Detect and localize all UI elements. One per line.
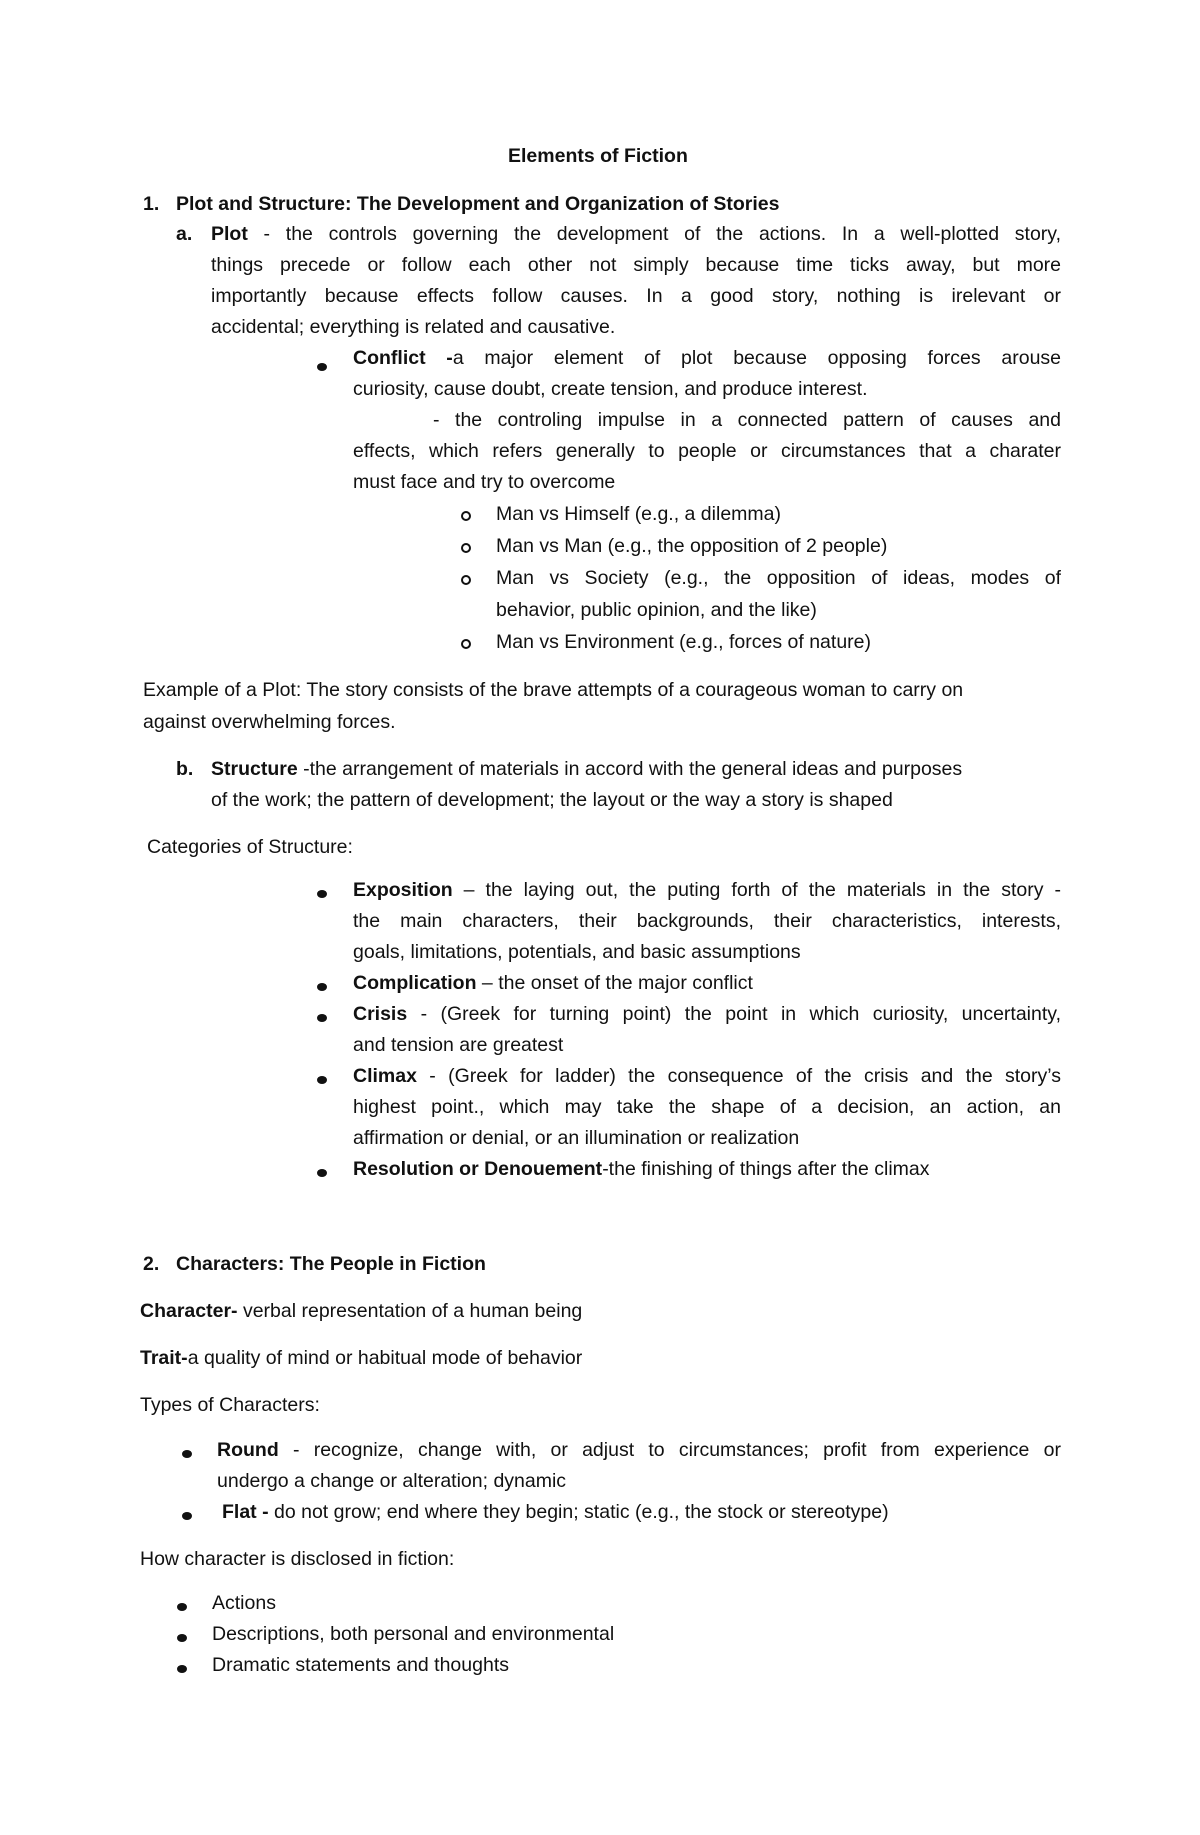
circle-bullet-icon <box>461 511 471 521</box>
conflict-line-4: effects, which refers generally to people or circumstances that a charater <box>353 440 1061 462</box>
disclosed-item-actions: Actions <box>212 1592 276 1614</box>
types-label: Types of Characters: <box>140 1394 320 1416</box>
categories-label: Categories of Structure: <box>147 836 353 858</box>
bullet-icon <box>177 1634 187 1642</box>
crisis-term: Crisis <box>353 1003 408 1025</box>
exposition-line-3: goals, limitations, potentials, and basic assumptions <box>353 941 801 963</box>
disclosed-item-descriptions: Descriptions, both personal and environmental <box>212 1623 615 1645</box>
section-2-heading: Characters: The People in Fiction <box>176 1253 486 1275</box>
disclosed-label: How character is disclosed in fiction: <box>140 1548 455 1570</box>
plot-term: Plot <box>211 223 248 245</box>
crisis-line-2: and tension are greatest <box>353 1034 564 1056</box>
climax-line-3: affirmation or denial, or an illumination or realization <box>353 1127 800 1149</box>
resolution-line <box>353 1157 930 1181</box>
bullet-icon <box>317 1169 327 1177</box>
trait-term: Trait- <box>140 1347 188 1369</box>
round-text-1: - recognize, change with, or adjust to circumstances; profit from experience or <box>278 1439 1061 1461</box>
exposition-text-1: – the laying out, the puting forth of the materials in the story - <box>452 879 1061 901</box>
circle-bullet-icon <box>461 639 471 649</box>
exposition-term: Exposition <box>353 879 453 901</box>
disclosed-item-statements: Dramatic statements and thoughts <box>212 1654 509 1676</box>
flat-definition <box>222 1500 889 1524</box>
crisis-line-1 <box>353 1002 1061 1027</box>
climax-line-1 <box>353 1064 1061 1089</box>
flat-text: do not grow; end where they begin; static (e.g., the stock or stereotype) <box>268 1501 889 1523</box>
plot-definition-line-4: accidental; everything is related and causative. <box>211 316 616 338</box>
exposition-line-2: the main characters, their backgrounds, their characteristics, interests, <box>353 910 1061 932</box>
structure-line-2: of the work; the pattern of development; the layout or the way a story is shaped <box>211 789 893 811</box>
round-line-1 <box>217 1438 1061 1463</box>
bullet-icon <box>182 1450 192 1458</box>
bullet-icon <box>317 363 327 371</box>
conflict-type-society-cont: behavior, public opinion, and the like) <box>496 599 817 621</box>
bullet-icon <box>317 983 327 991</box>
bullet-icon <box>317 1076 327 1084</box>
resolution-term: Resolution or Denouement <box>353 1158 603 1180</box>
trait-text: a quality of mind or habitual mode of behavior <box>187 1347 583 1369</box>
conflict-type-society: Man vs Society (e.g., the opposition of ideas, modes of <box>496 567 1061 589</box>
section-2-number: 2. <box>143 1253 160 1275</box>
plot-definition-line-3: importantly because effects follow causes. In a good story, nothing is irelevant or <box>211 285 1061 307</box>
crisis-text-1: - (Greek for turning point) the point in which curiosity, uncertainty, <box>407 1003 1061 1025</box>
conflict-line-1 <box>353 346 1061 371</box>
plot-definition-line-1 <box>211 222 1061 247</box>
item-b-marker: b. <box>176 758 194 780</box>
conflict-line-5: must face and try to overcome <box>353 471 616 493</box>
item-a-marker: a. <box>176 223 193 245</box>
example-line-2: against overwhelming forces. <box>143 711 396 733</box>
climax-line-2: highest point., which may take the shape of a decision, an action, an <box>353 1096 1061 1118</box>
climax-text-1: - (Greek for ladder) the consequence of the crisis and the story’s <box>416 1065 1061 1087</box>
character-definition <box>140 1299 582 1323</box>
structure-term: Structure <box>211 758 298 780</box>
bullet-icon <box>182 1512 192 1520</box>
complication-term: Complication <box>353 972 477 994</box>
page-title: Elements of Fiction <box>508 145 688 167</box>
round-term: Round <box>217 1439 279 1461</box>
round-line-2: undergo a change or alteration; dynamic <box>217 1470 567 1492</box>
complication-line <box>353 971 753 995</box>
character-text: verbal representation of a human being <box>237 1300 583 1322</box>
conflict-line-3: - the controling impulse in a connected pattern of causes and <box>433 409 1061 431</box>
bullet-icon <box>317 1014 327 1022</box>
flat-term: Flat - <box>222 1501 269 1523</box>
plot-definition-line-2: things precede or follow each other not simply because time ticks away, but more <box>211 254 1061 276</box>
structure-line-1 <box>211 757 962 781</box>
resolution-text: -the finishing of things after the climax <box>602 1158 930 1180</box>
conflict-type-himself: Man vs Himself (e.g., a dilemma) <box>496 503 781 525</box>
section-1-heading: Plot and Structure: The Development and Organization of Stories <box>176 193 780 215</box>
conflict-term: Conflict - <box>353 347 453 369</box>
conflict-type-man: Man vs Man (e.g., the opposition of 2 people) <box>496 535 888 557</box>
exposition-line-1 <box>353 878 1061 903</box>
conflict-text-1: a major element of plot because opposing forces arouse <box>452 347 1061 369</box>
example-line-1: Example of a Plot: The story consists of the brave attempts of a courageous woman to carry on <box>143 679 964 701</box>
bullet-icon <box>317 890 327 898</box>
bullet-icon <box>177 1603 187 1611</box>
structure-text-1: -the arrangement of materials in accord with the general ideas and purposes <box>297 758 963 780</box>
climax-term: Climax <box>353 1065 417 1087</box>
plot-text-1: - the controls governing the development of the actions. In a well-plotted story, <box>247 223 1061 245</box>
trait-definition <box>140 1346 582 1370</box>
section-1-number: 1. <box>143 193 160 215</box>
conflict-line-2: curiosity, cause doubt, create tension, and produce interest. <box>353 378 868 400</box>
circle-bullet-icon <box>461 543 471 553</box>
circle-bullet-icon <box>461 575 471 585</box>
bullet-icon <box>177 1665 187 1673</box>
complication-text: – the onset of the major conflict <box>476 972 753 994</box>
character-term: Character- <box>140 1300 238 1322</box>
conflict-type-environment: Man vs Environment (e.g., forces of nature) <box>496 631 871 653</box>
